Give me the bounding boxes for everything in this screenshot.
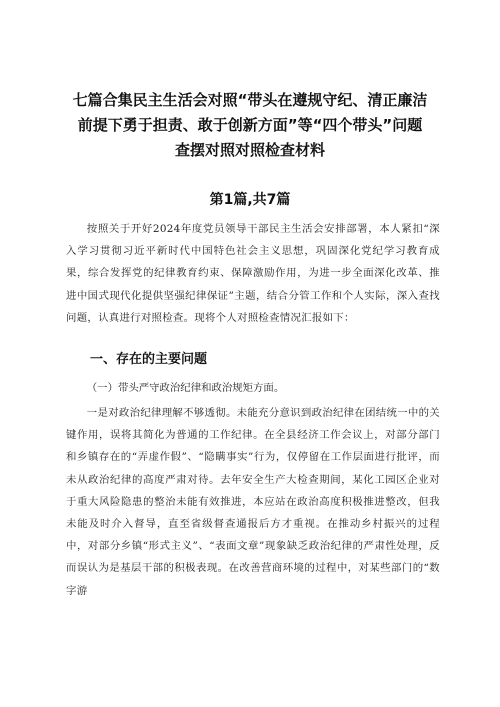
title-line: 七篇合集民主生活会对照“带头在遵规守纪、清正廉洁 [72,91,428,109]
section-heading: 一、存在的主要问题 [90,352,208,367]
title-line: 查摆对照对照检查材料 [174,141,325,159]
intro-paragraph: 按照关于开好2024年度党员领导干部民主生活会安排部署，本人紧扣“深入学习贯彻习近平新时代中国特色社会主义思想，巩固深化党纪学习教育成果，综合发挥党的纪律教育约束、保障激励作用，为进一步全面深化改革、推进中国式现代化提供坚强纪律保证”主题，结合分管工作和个人实际，深入查找问题，认真进行对照检查。现将个人对照检查情况汇报如下： [66,223,440,324]
document-title [40,88,460,163]
subsection-heading: （一）带头严守政治纪律和政治规矩方面。 [86,382,285,394]
body-paragraph: 一是对政治纪律理解不够透彻。未能充分意识到政治纪律在团结统一中的关键作用，误将其简化为普通的工作纪律。在全县经济工作会议上，对部分部门和乡镇存在的“弄虚作假”、“隐瞒事实”行为，仅停留在工作层面进行批评，而未从政治纪律的高度严肃对待。去年安全生产大检查期间，某化工园区企业对于重大风险隐患的整治未能有效推进，本应站在政治高度积极推进整改，但我未能及时介入督导，直至省级督查通报后方才重视。在推动乡村振兴的过程中，对部分乡镇“形式主义”、“表面文章”现象缺乏政治纪律的严肃性处理，反而误认为是基层干部的积极表现。在改善营商环境的过程中，对某些部门的“数字游 [66,407,440,597]
title-line: 前提下勇于担责、敢于创新方面”等“四个带头”问题 [77,116,423,134]
document-subtitle: 第1篇,共7篇 [209,192,291,208]
intro-paragraph-block [66,218,440,329]
body-paragraph-block [66,402,440,602]
